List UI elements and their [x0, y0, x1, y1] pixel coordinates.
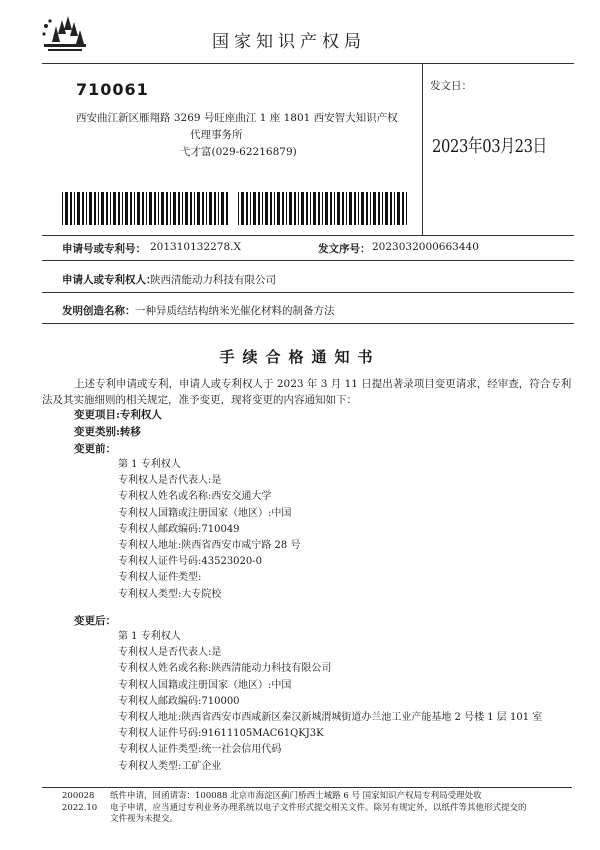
footer-rule — [42, 787, 572, 788]
patentee-field: 专利权人证件号码:43523020-0 — [118, 556, 263, 568]
footer-line: 电子申请，应当通过专利业务办理系统以电子文件形式提交相关文件。除另有规定外，以纸件等其他形式提交的 — [110, 802, 527, 813]
form-code: 200028 — [62, 791, 95, 801]
patentee-field: 专利权人邮政编码:710049 — [118, 523, 240, 535]
header-rule — [42, 63, 574, 64]
invention-label: 发明创造名称： — [62, 305, 136, 317]
notice-title: 手续合格通知书 — [219, 348, 381, 366]
recipient-contact: 弋才富(029-62216879) — [180, 146, 297, 158]
applicant-label: 申请人或专利权人： — [62, 274, 157, 286]
field-rule — [42, 292, 574, 293]
after-label: 变更后： — [74, 615, 116, 627]
address-line: 代理事务所 — [190, 129, 243, 141]
invention-value: 一种异质结结构纳米光催化材料的制备方法 — [135, 305, 335, 317]
form-date: 2022.10 — [62, 803, 98, 813]
applicant-value: 陕西清能动力科技有限公司 — [150, 274, 276, 286]
change-item: 变更项目:专利权人 — [74, 409, 162, 421]
footer-line: 纸件申请，回函请寄：100088 北京市海淀区蓟门桥西土城路 6 号 国家知识产权局专利局受理处收 — [110, 791, 482, 801]
recipient-address — [76, 110, 416, 161]
patentee-field: 专利权人是否代表人:是 — [118, 475, 222, 487]
patentee-field: 专利权人类型:工矿企业 — [118, 760, 222, 772]
patentee-field: 专利权人国籍或注册国家（地区）:中国 — [118, 679, 292, 691]
field-rule — [42, 323, 574, 324]
footer-notes — [110, 791, 575, 826]
change-type: 变更类别:转移 — [74, 426, 141, 438]
patentee-field: 专利权人类型:大专院校 — [118, 588, 222, 600]
header-divider — [422, 63, 423, 235]
barcode — [62, 192, 230, 225]
after-list — [118, 629, 542, 775]
cnipa-emblem-icon — [38, 12, 92, 56]
patentee-field: 专利权人姓名或名称:陕西清能动力科技有限公司 — [118, 663, 332, 675]
serial-label: 发文序号： — [318, 243, 371, 255]
address-line: 西安曲江新区雁翔路 3269 号旺座曲江 1 座 1801 西安智大知识产权 — [76, 112, 398, 124]
app-no-value: 201310132278.X — [150, 241, 241, 253]
patentee-field: 专利权人地址:陕西省西安市咸宁路 28 号 — [118, 540, 301, 552]
recipient-postcode: 710061 — [76, 80, 149, 99]
footer-line: 文件视为未提交。 — [110, 814, 179, 824]
patentee-field: 专利权人是否代表人:是 — [118, 647, 222, 659]
serial-value: 2023032000663440 — [372, 241, 479, 253]
office-name: 国家知识产权局 — [212, 32, 366, 52]
patentee-field: 专利权人证件类型:统一社会信用代码 — [118, 744, 282, 756]
issue-date-label: 发文日： — [430, 80, 472, 92]
notice-paragraph: 上述专利申请或专利，申请人或专利权人于 2023 年 3 月 11 日提出著录项目变更请求，经审查，符合专利法及其实施细则的相关规定，准予变更，现将变更的内容通知如下： — [42, 378, 572, 406]
patentee-field: 专利权人国籍或注册国家（地区）:中国 — [118, 507, 292, 519]
patentee-field: 专利权人邮政编码:710000 — [118, 695, 240, 707]
patentee-field: 专利权人证件类型: — [118, 572, 202, 584]
patentee-field: 专利权人地址:陕西省西安市西咸新区秦汉新城渭城街道办兰池工业产能基地 2 号楼 1 层 101 室 — [118, 712, 543, 724]
field-rule — [42, 235, 574, 236]
patentee-field: 第 1 专利权人 — [118, 459, 181, 470]
before-label: 变更前： — [74, 443, 116, 455]
issue-date-value: 2023年03月23日 — [432, 136, 547, 157]
patentee-field: 专利权人姓名或名称:西安交通大学 — [118, 491, 272, 503]
field-rule — [42, 260, 574, 261]
app-no-label: 申请号或专利号： — [62, 243, 146, 255]
before-list — [118, 457, 300, 603]
patentee-field: 专利权人证件号码:91611105MAC61QKJ3K — [118, 728, 324, 740]
patentee-field: 第 1 专利权人 — [118, 631, 181, 642]
barcode — [238, 192, 410, 225]
